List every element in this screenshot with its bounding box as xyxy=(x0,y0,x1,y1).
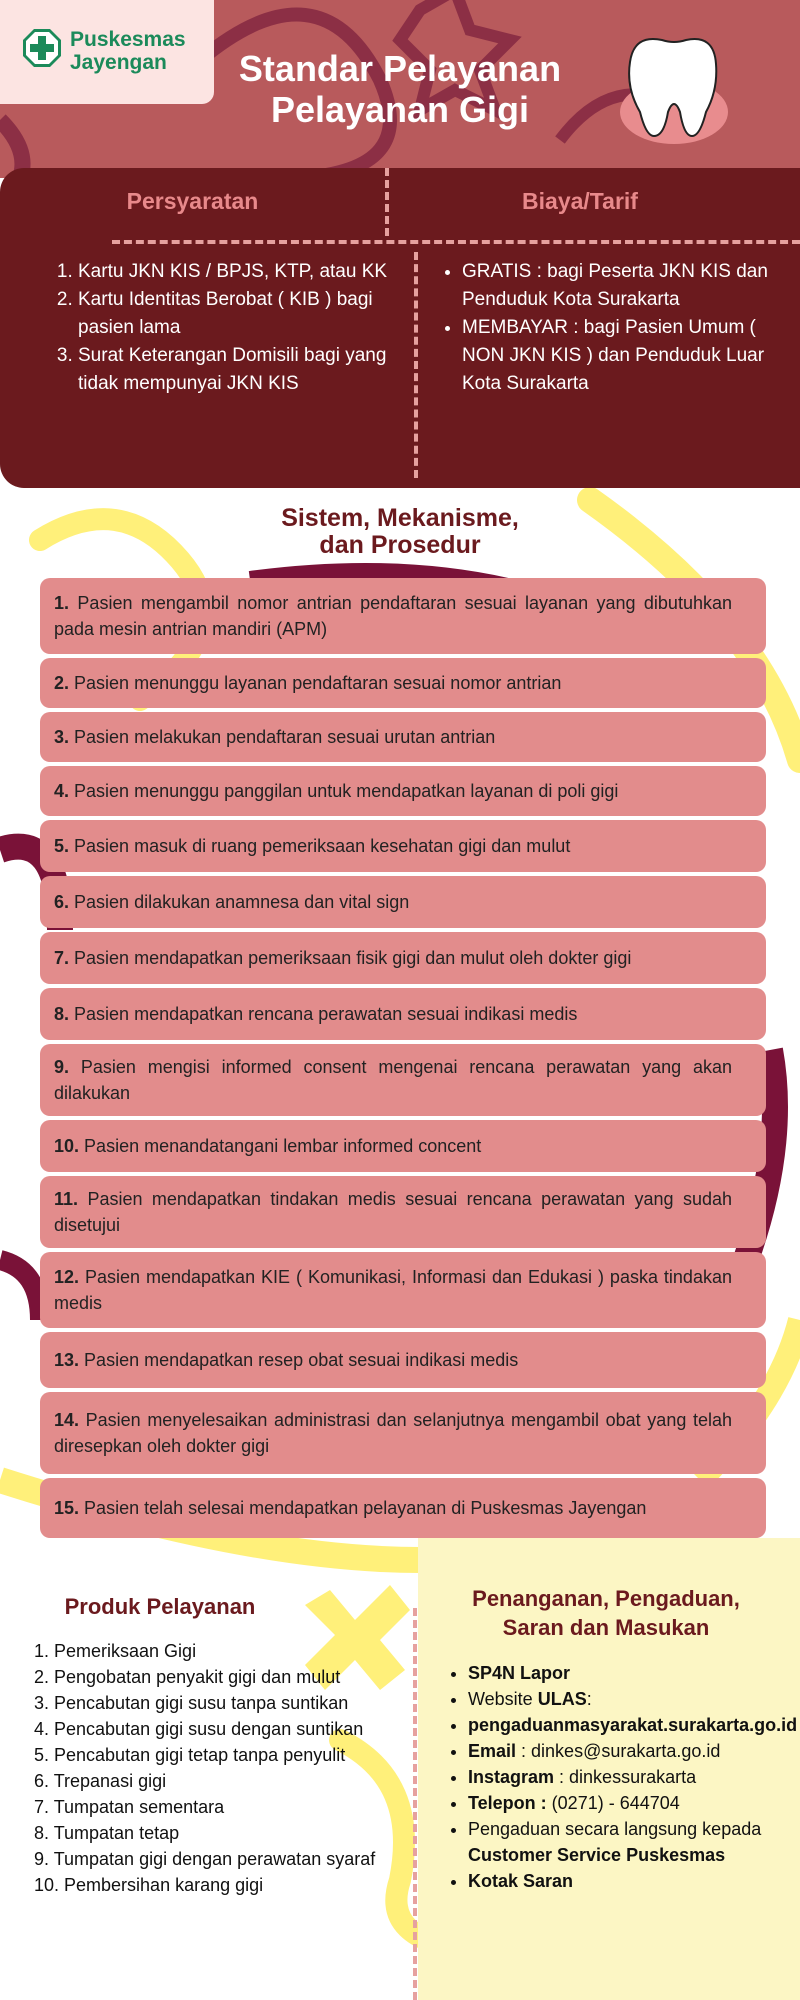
heading-divider xyxy=(112,240,800,244)
procedure-step xyxy=(40,932,766,984)
org-name xyxy=(70,28,186,74)
procedure-step xyxy=(40,766,766,816)
step-number: 7. xyxy=(54,948,70,968)
procedure-title-line2: dan Prosedur xyxy=(319,531,481,559)
procedure-step xyxy=(40,1332,766,1388)
procedure-step xyxy=(40,1252,766,1328)
page-title-line2: Pelayanan Gigi xyxy=(270,89,530,130)
procedure-step xyxy=(40,578,766,654)
product-item: 10. Pembersihan karang gigi xyxy=(34,1875,264,1895)
step-number: 11. xyxy=(54,1189,79,1209)
website-suffix: : xyxy=(586,1689,592,1709)
requirement-item: 1. Kartu JKN KIS / BPJS, KTP, atau KK xyxy=(78,258,408,286)
complaints-list xyxy=(446,1660,798,1894)
website-label: Website xyxy=(468,1689,538,1709)
instagram-value[interactable]: : dinkessurakarta xyxy=(554,1767,697,1787)
step-number: 12. xyxy=(54,1267,80,1287)
procedure-steps xyxy=(40,578,766,1542)
section-divider xyxy=(413,1608,417,2000)
product-item: 8. Tumpatan tetap xyxy=(34,1823,180,1843)
product-item: 6. Trepanasi gigi xyxy=(34,1771,167,1791)
instagram-label: Instagram xyxy=(468,1767,555,1787)
procedure-step xyxy=(40,658,766,708)
org-name-line1: Puskesmas xyxy=(70,28,186,51)
procedure-step xyxy=(40,1044,766,1116)
step-text: Pasien melakukan pendaftaran sesuai urutan antrian xyxy=(74,727,496,747)
tooth-icon xyxy=(612,32,732,152)
step-text: Pasien masuk di ruang pemeriksaan kesehatan gigi dan mulut xyxy=(74,836,571,856)
complaint-channel-email xyxy=(468,1738,798,1764)
step-number: 2. xyxy=(54,673,70,693)
procedure-step xyxy=(40,1392,766,1474)
procedure-title-line1: Sistem, Mekanisme, xyxy=(281,504,519,532)
email-label: Email xyxy=(468,1741,517,1761)
complaint-channel-phone xyxy=(468,1790,798,1816)
column-divider-bottom xyxy=(414,252,418,478)
requirements-heading: Persyaratan xyxy=(126,188,259,214)
step-text: Pasien menunggu layanan pendaftaran sesuai nomor antrian xyxy=(74,673,562,693)
step-number: 4. xyxy=(54,781,70,801)
step-text: Pasien menandatangani lembar informed concent xyxy=(84,1136,482,1156)
procedure-step xyxy=(40,712,766,762)
email-value[interactable]: : dinkes@surakarta.go.id xyxy=(516,1741,721,1761)
product-item: 5. Pencabutan gigi tetap tanpa penyulit xyxy=(34,1745,346,1765)
step-text: Pasien mengambil nomor antrian pendaftaran sesuai layanan yang dibutuhkan pada mesin antrian mandiri (APM) xyxy=(54,593,732,639)
procedure-step xyxy=(40,1120,766,1172)
requirements-list xyxy=(50,258,408,398)
procedure-step xyxy=(40,820,766,872)
step-number: 1. xyxy=(54,593,70,613)
product-item: 7. Tumpatan sementara xyxy=(34,1797,225,1817)
product-item: 1. Pemeriksaan Gigi xyxy=(34,1641,197,1661)
direct-target: Customer Service Puskesmas xyxy=(468,1845,726,1865)
fees-heading: Biaya/Tarif xyxy=(522,188,638,214)
complaint-channel-sp4n xyxy=(468,1660,798,1686)
org-name-line2: Jayengan xyxy=(70,51,167,74)
requirement-item: 2. Kartu Identitas Berobat ( KIB ) bagi pasien lama xyxy=(78,286,408,342)
website-url-link[interactable]: pengaduanmasyarakat.surakarta.go.id xyxy=(468,1715,798,1735)
phone-value[interactable]: (0271) - 644704 xyxy=(546,1793,680,1813)
step-number: 9. xyxy=(54,1057,70,1077)
sp4n-label: SP4N Lapor xyxy=(468,1663,571,1683)
step-text: Pasien mendapatkan tindakan medis sesuai rencana perawatan yang sudah disetujui xyxy=(54,1189,732,1235)
step-text: Pasien mengisi informed consent mengenai rencana perawatan yang akan dilakukan xyxy=(54,1057,732,1103)
product-item: 2. Pengobatan penyakit gigi dan mulut xyxy=(34,1667,341,1687)
phone-label: Telepon : xyxy=(468,1793,547,1813)
logo-box xyxy=(0,0,214,104)
complaints-heading xyxy=(444,1584,768,1642)
step-number: 14. xyxy=(54,1410,80,1430)
procedure-step xyxy=(40,1176,766,1248)
product-item: 4. Pencabutan gigi susu dengan suntikan xyxy=(34,1719,364,1739)
procedure-step xyxy=(40,876,766,928)
procedure-step xyxy=(40,1478,766,1538)
products-list xyxy=(34,1638,396,1898)
health-cross-icon xyxy=(22,28,62,68)
step-text: Pasien mendapatkan rencana perawatan sesuai indikasi medis xyxy=(74,1004,578,1024)
box-label: Kotak Saran xyxy=(468,1871,574,1891)
step-text: Pasien telah selesai mendapatkan pelayanan di Puskesmas Jayengan xyxy=(84,1498,647,1518)
complaint-channel-website xyxy=(468,1686,798,1712)
step-number: 10. xyxy=(54,1136,80,1156)
procedure-step xyxy=(40,988,766,1040)
website-name: ULAS xyxy=(537,1689,587,1709)
product-item: 9. Tumpatan gigi dengan perawatan syaraf xyxy=(34,1849,376,1869)
step-number: 3. xyxy=(54,727,70,747)
complaints-heading-line1: Penanganan, Pengaduan, xyxy=(472,1586,740,1611)
step-text: Pasien mendapatkan resep obat sesuai indikasi medis xyxy=(84,1350,519,1370)
complaint-channel-direct xyxy=(468,1816,798,1868)
fee-item: • MEMBAYAR : bagi Pasien Umum ( NON JKN KIS ) dan Penduduk Luar Kota Surakarta xyxy=(462,314,800,398)
step-number: 15. xyxy=(54,1498,80,1518)
page-title xyxy=(210,48,590,130)
page-title-line1: Standar Pelayanan xyxy=(238,48,562,89)
step-text: Pasien mendapatkan KIE ( Komunikasi, Informasi dan Edukasi ) paska tindakan medis xyxy=(54,1267,732,1313)
step-number: 5. xyxy=(54,836,70,856)
fees-list xyxy=(438,258,800,398)
step-number: 6. xyxy=(54,892,70,912)
requirement-item: 3. Surat Keterangan Domisili bagi yang tidak mempunyai JKN KIS xyxy=(78,342,408,398)
step-text: Pasien menunggu panggilan untuk mendapatkan layanan di poli gigi xyxy=(74,781,619,801)
product-item: 3. Pencabutan gigi susu tanpa suntikan xyxy=(34,1693,349,1713)
complaints-heading-line2: Saran dan Masukan xyxy=(502,1615,710,1640)
complaint-channel-url[interactable] xyxy=(468,1712,798,1738)
fee-item: • GRATIS : bagi Peserta JKN KIS dan Penduduk Kota Surakarta xyxy=(462,258,800,314)
step-text: Pasien menyelesaikan administrasi dan selanjutnya mengambil obat yang telah diresepkan oleh dokter gigi xyxy=(54,1410,732,1456)
complaint-channel-box xyxy=(468,1868,798,1894)
procedure-title xyxy=(200,505,600,559)
column-divider-top xyxy=(385,168,389,236)
direct-text: Pengaduan secara langsung kepada xyxy=(468,1819,762,1839)
products-heading: Produk Pelayanan xyxy=(64,1594,256,1619)
complaint-channel-instagram xyxy=(468,1764,798,1790)
step-number: 8. xyxy=(54,1004,70,1024)
requirements-panel xyxy=(0,168,800,488)
step-number: 13. xyxy=(54,1350,80,1370)
step-text: Pasien dilakukan anamnesa dan vital sign xyxy=(74,892,410,912)
header-banner xyxy=(0,0,800,178)
step-text: Pasien mendapatkan pemeriksaan fisik gigi dan mulut oleh dokter gigi xyxy=(74,948,632,968)
